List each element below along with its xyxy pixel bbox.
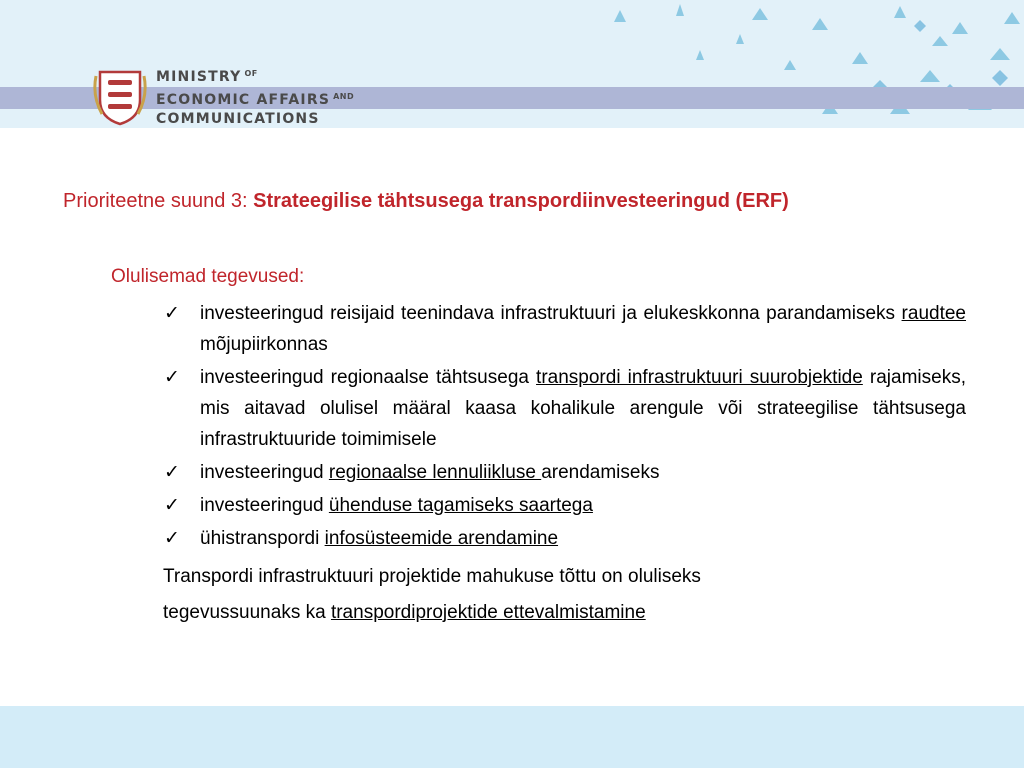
- checkmark-icon: ✓: [164, 527, 180, 549]
- bullet-text-after: mõjupiirkonnas: [200, 334, 328, 355]
- bullet-text-after: arendamiseks: [541, 462, 660, 483]
- checkmark-icon: ✓: [164, 494, 180, 516]
- bullet-underlined: raudtee: [901, 303, 966, 324]
- ministry-logo: [92, 66, 354, 126]
- section-label: Olulisemad tegevused:: [111, 266, 305, 287]
- bullet-text: investeeringud regionaalse tähtsusega: [200, 367, 537, 388]
- slide-footer: [0, 706, 1024, 768]
- checkmark-icon: ✓: [164, 302, 180, 324]
- logo-line-3: COMMUNICATIONS: [156, 110, 320, 127]
- logo-line-2: ECONOMIC AFFAIRS: [156, 91, 331, 108]
- list-item: [160, 523, 966, 554]
- bullet-text: investeeringud: [200, 495, 329, 516]
- bullet-text: investeeringud: [200, 462, 329, 483]
- list-item: [160, 490, 966, 521]
- paragraph-line-2: [163, 602, 983, 624]
- checkmark-icon: ✓: [164, 366, 180, 388]
- bullet-underlined: ühenduse tagamiseks saartega: [328, 495, 593, 516]
- list-item: [160, 457, 966, 488]
- bullet-underlined: regionaalse lennuliikluse: [328, 462, 542, 483]
- list-item: [160, 362, 966, 455]
- checkmark-icon: ✓: [164, 461, 180, 483]
- paragraph-text: tegevussuunaks ka: [163, 602, 331, 623]
- coat-of-arms-icon: [92, 66, 148, 126]
- title-bold: Strateegilise tähtsusega transpordiinvesteeringud (ERF): [253, 190, 789, 212]
- bullet-underlined: infosüsteemide arendamine: [324, 528, 559, 549]
- bullet-text: investeeringud reisijaid teenindava infrastruktuuri ja elukeskkonna parandamiseks: [200, 303, 902, 324]
- activities-list: [160, 298, 966, 556]
- logo-line-1-suffix: OF: [244, 68, 258, 78]
- slide-header: [0, 0, 1024, 128]
- bullet-text: ühistranspordi: [200, 528, 325, 549]
- logo-line-2-suffix: AND: [333, 91, 355, 101]
- bullet-text-after: rajamiseks, mis aitavad olulisel määral kaasa kohalikule arengule või strateegilise tähtsusega infrastruktuuride toimimisele: [200, 367, 966, 450]
- logo-line-1: MINISTRY: [156, 68, 242, 85]
- paragraph-line-1: Transpordi infrastruktuuri projektide mahukuse tõttu on oluliseks: [163, 566, 701, 587]
- slide-title: [63, 190, 1003, 213]
- paragraph-underlined: transpordiprojektide ettevalmistamine: [330, 602, 646, 623]
- bullet-underlined: transpordi infrastruktuuri suurobjektide: [536, 367, 863, 388]
- title-prefix: Prioriteetne suund 3:: [63, 190, 254, 212]
- list-item: [160, 298, 966, 360]
